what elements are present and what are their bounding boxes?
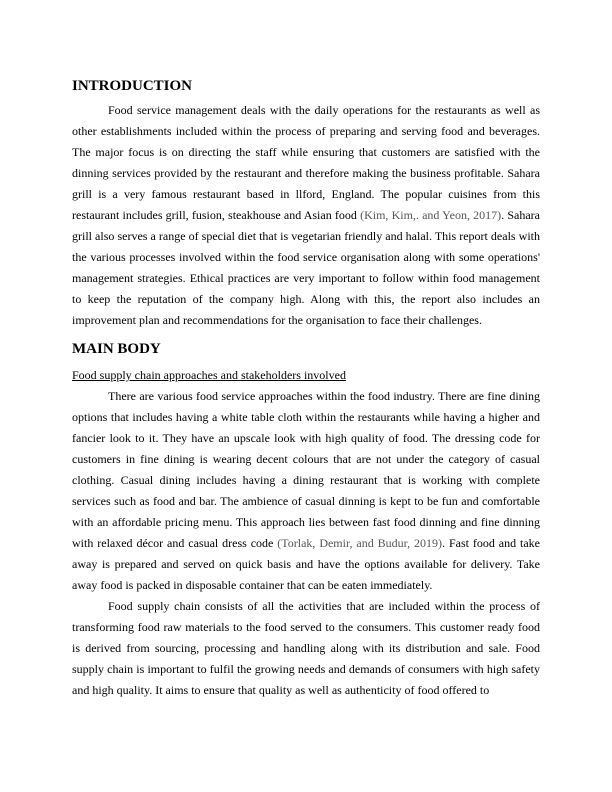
citation: (Torlak, Demir, and Budur, 2019): [277, 536, 443, 550]
citation: (Kim, Kim,. and Yeon, 2017): [360, 208, 502, 222]
main-body-heading: MAIN BODY: [72, 341, 161, 357]
paragraph-text: . Sahara grill also serves a range of special diet that is vegetarian friendly and halal. This report deals with the various processes involved within the food service organisation along with some operations' management strategies. Ethical practices are very important to follow within food management to keep the reputation of the company high. Along with this, the report also includes an improvement plan and recommendations for the organisation to face their challenges.: [72, 208, 540, 327]
paragraph-text: . Fast food and take away is prepared and served on quick basis and have the options available for delivery. Take away food is packed in disposable container that can be eaten immediately.: [72, 536, 540, 592]
introduction-heading: INTRODUCTION: [72, 78, 193, 94]
main-body-paragraph-2: Food supply chain consists of all the activities that are included within the process of transforming food raw materials to the food served to the consumers. This customer ready food is derived from sourcing, processing and handling along with its distribution and sale. Food supply chain is important to fulfil the growing needs and demands of consumers with high safety and high quality. It aims to ensure that quality as well as authenticity of food offered to: [72, 599, 540, 697]
main-body-paragraph-1: [72, 386, 540, 596]
document-page: [72, 70, 540, 701]
paragraph-text: There are various food service approaches within the food industry. There are fine dining options that includes having a white table cloth within the restaurants while having a higher and fancier look to it. They have an upscale look with high quality of food. The dressing code for customers in fine dining is wearing decent colours that are not under the category of casual clothing. Casual dining includes having a dining restaurant that is working with complete services such as food and bar. The ambience of casual dinning is kept to be fun and comfortable with an affordable pricing menu. This approach lies between fast food dinning and fine dinning with relaxed décor and casual dress code: [72, 389, 540, 550]
subsection-heading: Food supply chain approaches and stakeholders involved: [72, 368, 346, 382]
introduction-paragraph: [72, 100, 540, 331]
paragraph-text: Food service management deals with the daily operations for the restaurants as well as other establishments included within the process of preparing and serving food and beverages. The major focus is on directing the staff while ensuring that customers are satisfied with the dinning services provided by the restaurant and therefore making the business profitable. Sahara grill is a very famous restaurant based in llford, England. The popular cuisines from this restaurant includes grill, fusion, steakhouse and Asian food: [72, 103, 540, 222]
